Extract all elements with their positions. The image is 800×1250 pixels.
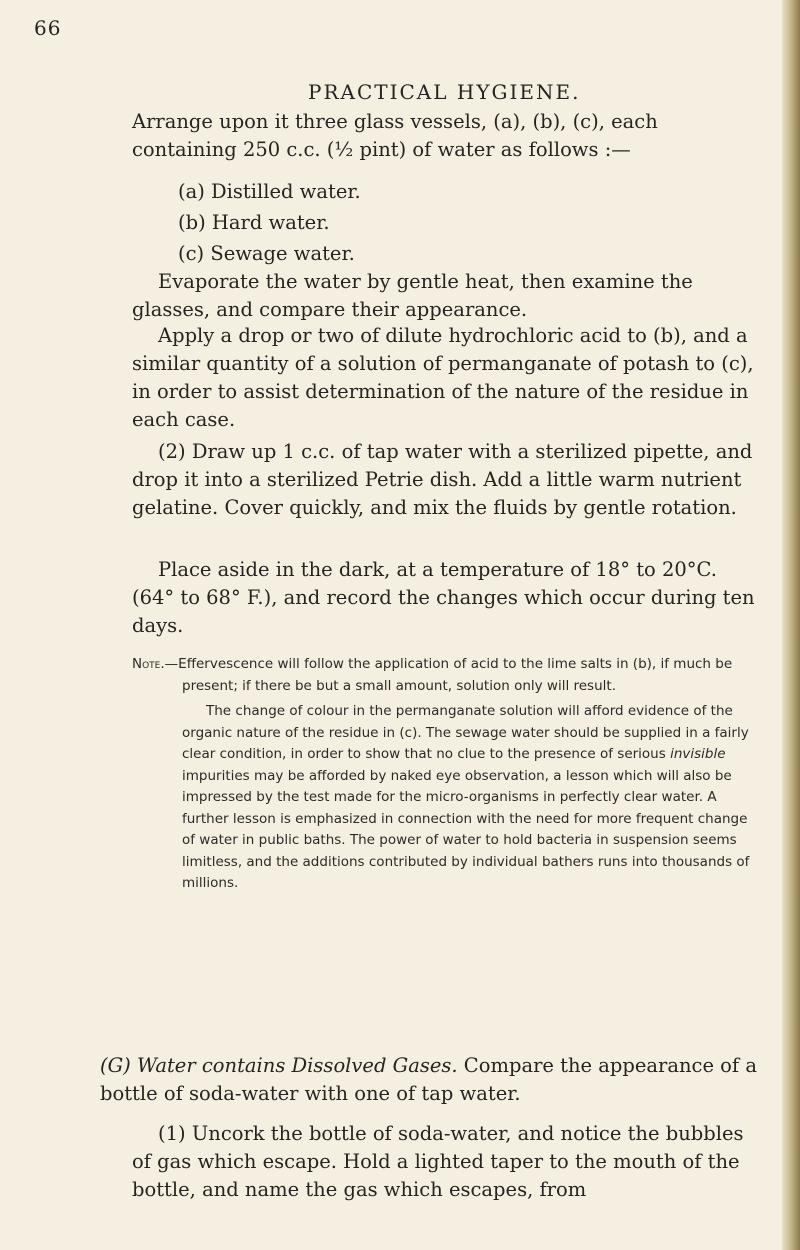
note-label: Note. [132,656,165,672]
note-first-text: —Effervescence will follow the application of acid to the lime salts in (b), if much be present; if there be but a small amount, solution only will result. [164,656,733,694]
note-second-paragraph [132,701,760,895]
intro-paragraph: Arrange upon it three glass vessels, (a), (b), (c), each containing 250 c.c. (½ pint) of water as follows :— [132,110,658,161]
note-second-text-a: The change of colour in the permanganate solution will afford evidence of the organic nature of the residue in (c). The sewage water should be supplied in a fairly clear condition, in order to show that no clue to the presence of serious [182,703,749,762]
note-block [132,654,760,895]
vessel-list [178,176,361,269]
section-g-label: (G) [100,1054,131,1077]
note-first-paragraph [132,654,760,697]
running-header: PRACTICAL HYGIENE. [308,80,581,104]
section-g-title: Water contains Dissolved Gases. [137,1054,458,1077]
evaporate-paragraph: Evaporate the water by gentle heat, then examine the glasses, and compare their appearance. [132,270,693,321]
list-item: (b) Hard water. [178,211,330,234]
list-item: (c) Sewage water. [178,242,355,265]
note-second-text-b: impurities may be afforded by naked eye observation, a lesson which will also be impressed by the test made for the micro-organisms in perfectly clear water. A further lesson is emphasized in connection with the need for more frequent change of water in public baths. The power of water to hold bacteria in suspension seems limitless, and the additions contributed by individual bathers runs into thousands of millions. [182,767,750,891]
place-aside-paragraph: Place aside in the dark, at a temperature of 18° to 20°C. (64° to 68° F.), and record the changes which occur during ten days. [132,558,755,637]
page-edge [782,0,800,1250]
note-italic-word: invisible [670,746,726,762]
apply-paragraph: Apply a drop or two of dilute hydrochloric acid to (b), and a similar quantity of a solution of permanganate of potash to (c), in order to assist determination of the nature of the residue in each case. [132,324,754,431]
list-item: (a) Distilled water. [178,180,361,203]
page-number: 66 [34,16,62,40]
step-g1-paragraph: (1) Uncork the bottle of soda-water, and notice the bubbles of gas which escape. Hold a lighted taper to the mouth of the bottle, and name the gas which escapes, from [132,1122,744,1201]
section-g-paragraph [100,1052,760,1108]
step-2-paragraph: (2) Draw up 1 c.c. of tap water with a sterilized pipette, and drop it into a sterilized Petrie dish. Add a little warm nutrient gelatine. Cover quickly, and mix the fluids by gentle rotation. [132,440,753,519]
section-g-text: Compare the appearance of a bottle of soda-water with one of tap water. [100,1054,757,1105]
